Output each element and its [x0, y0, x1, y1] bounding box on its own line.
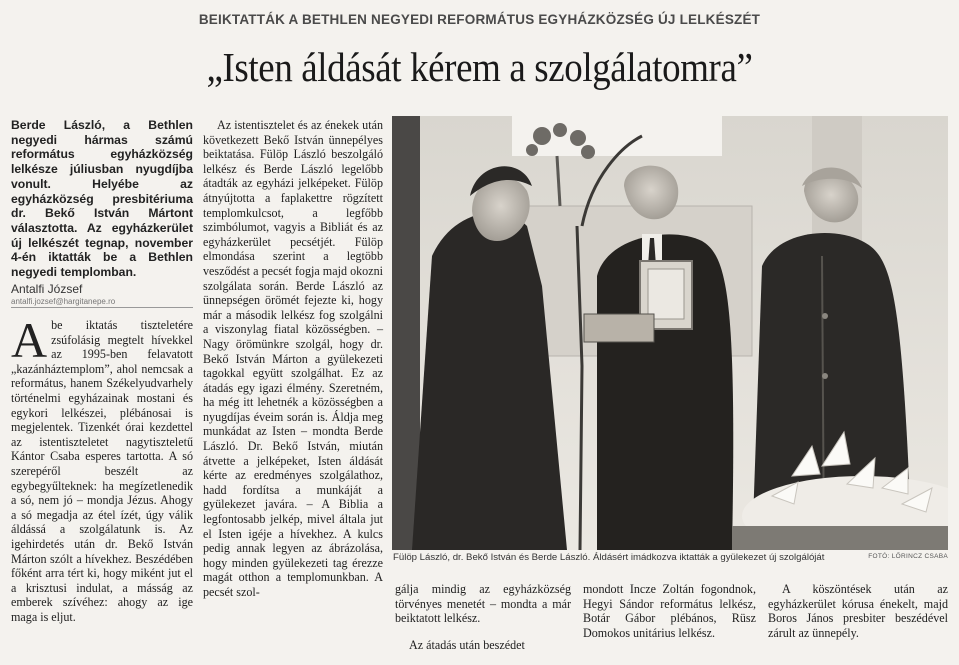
photo-credit: FOTÓ: LŐRINCZ CSABA — [868, 553, 948, 560]
bottom-column-3 — [768, 570, 948, 653]
byline-divider — [11, 307, 193, 308]
article-photo — [392, 116, 948, 550]
body-text-1: be iktatás tiszteletére zsúfolásig megtelt hívekkel az 1995-ben felavatott „kazánháztemplom”, ahol nemcsak a református, hanem Székelyudvarhely történelmi egyházainak mostani és egykori lelkészei, plébánosai is megjelentek. Tizenkét órai kezdettel az istentiszteletet nagytiszteletű Kántor Csaba esperes tartotta. A só szerepéről beszélt az egybegyűlteknek: ha megízetlenedik a só, nem jó – mondja Jézus. Ahogy a só megadja az étel ízét, úgy válik áldássá a szolgálatunk is. Az igehirdetés után dr. Bekő István Márton szólt a hívekhez. Beszédében főként arra tért ki, hogy miként jut el a krisztusi indulat, a másság az emberek szívéhez: ahogy az ige maga is eljut. — [11, 318, 193, 624]
bottom-text-3: A köszöntések után az egyházkerület kórusa énekelt, majd Boros János presbiter beszédével zárult az ünnepély. — [768, 582, 948, 640]
caption-text: Fülöp László, dr. Bekő István és Berde László. Áldásért imádkozva iktatták a gyülekezet új szolgálóját — [393, 552, 825, 563]
bottom-text-1b: Az átadás után beszédet — [409, 637, 525, 652]
body-text-2: Az istentisztelet és az énekek után következett Bekő István ünnepélyes beiktatása. Fülöp László beszolgáló lelkész és Berde László legelőbb átadták az egyházi jelképeket. Fülöp átnyújtotta a faplakettre rögzített templomkulcsot, a legfőbb szimbólumot, vagyis a Bibliát és az egyházkerület pecsétjét. Fülöp elmondása szerint a legtöbb vesződést a pecsét fogja majd okozni szolgálata során. Berde László az ünnepségen örömét fejezte ki, hogy már a második lelkész fog szolgálni a viszonylag fiatal közösségben. – Nagy örömünkre szolgál, hogy dr. Bekő István Márton a gyülekezeti tagokkal együtt szolgálhat. Ez az átadás egy igazi élmény. Szeretném, ha még itt lehetnék a közösségben a nyugdíjas éveim során is. Áldja meg munkádat az Isten – mondta Berde László. Dr. Bekő István, miután átvette a jelképeket, Isten áldását kérte az eredményes szolgálathoz, hadd fordítsa a munkáját a gyülekezet javára. – A Biblia a legfontosabb jelkép, mivel általa jut el Isten igéje a hívekhez. A kulcs pedig annak legyen az ábrázolása, hogy minden gyülekezeti tag érezze magát otthon a templomunkban. A pecsét szol- — [203, 118, 383, 599]
article-kicker: BEIKTATTÁK A BETHLEN NEGYEDI REFORMÁTUS EGYHÁZKÖZSÉG ÚJ LELKÉSZÉT — [198, 12, 761, 27]
article-headline: „Isten áldását kérem a szolgálatomra” — [206, 44, 753, 90]
bottom-text-2: mondott Incze Zoltán fogondnok, Hegyi Sándor református lelkész, Botár Gábor plébános, Rüsz Domokos unitárius lelkész. — [583, 582, 756, 640]
author-name: Antalfi József — [11, 282, 83, 296]
body-column-2 — [203, 118, 383, 600]
author-email[interactable]: antalfi.jozsef@hargitanepe.ro — [11, 297, 116, 306]
bottom-text-1: gálja mindig az egyházközség törvényes menetét – mondta a már beiktatott lelkész. — [395, 582, 571, 626]
body-column-1 — [11, 312, 193, 624]
bottom-column-2 — [583, 570, 756, 653]
article-lead: Berde László, a Bethlen negyedi hármas számú református egyházközség lelkésze júliusban nyugdíjba vonult. Helyébe az egyházközség presbitériuma dr. Bekő István Mártont választotta. Az egyházkerület új lelkészét tegnap, november 4-én iktatták be a Bethlen negyedi templomban. — [11, 118, 193, 280]
photo-caption — [393, 552, 948, 563]
lead-column — [11, 118, 193, 280]
drop-cap: A — [11, 312, 48, 368]
byline — [11, 282, 193, 308]
bottom-column-1 — [395, 570, 571, 665]
